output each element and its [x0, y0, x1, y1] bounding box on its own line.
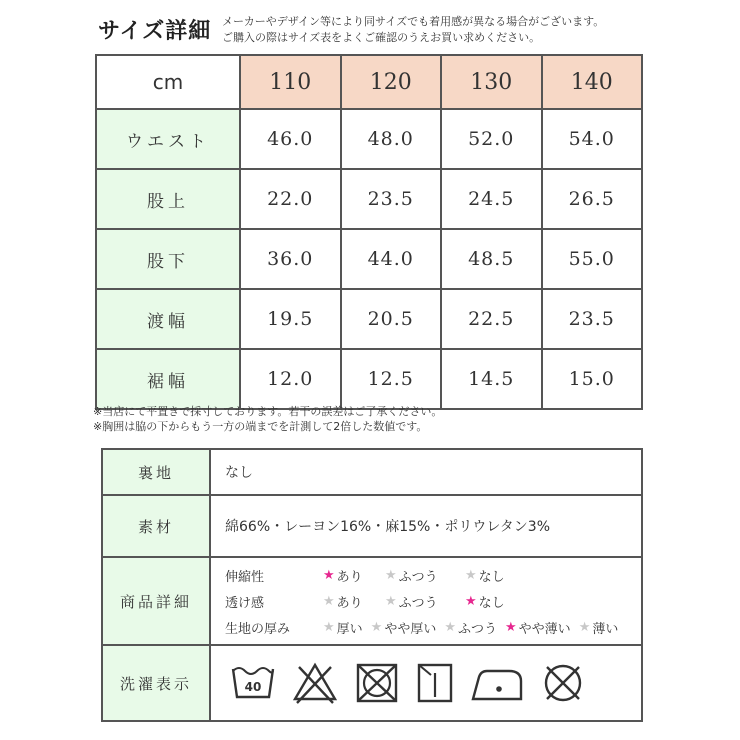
care-row — [102, 645, 642, 721]
size-value: 22.5 — [441, 289, 542, 349]
size-col-header: 130 — [441, 55, 542, 109]
star-icon: ★ — [385, 593, 397, 609]
star-icon: ★ — [323, 619, 335, 635]
size-value: 24.5 — [441, 169, 542, 229]
row-label: 渡幅 — [96, 289, 240, 349]
star-icon: ★ — [578, 619, 591, 635]
notice-line: ご購入の際はサイズ表をよくご確認のうえお買い求めください。 — [222, 31, 541, 44]
option — [323, 618, 363, 637]
option-text: なし — [478, 595, 505, 611]
product-info-table — [101, 448, 643, 722]
measure-notes — [93, 404, 442, 434]
option-text: やや薄い — [518, 621, 571, 637]
detail-stretch — [225, 562, 640, 588]
star-icon: ★ — [465, 567, 477, 583]
care-icons-cell — [210, 645, 642, 721]
page-title: サイズ詳細 — [98, 19, 212, 44]
option-text: ふつう — [398, 569, 438, 585]
detail-name: 透け感 — [225, 595, 265, 611]
option-text: あり — [336, 595, 363, 611]
lining-value: なし — [210, 449, 642, 495]
no-bleach-icon — [291, 661, 339, 705]
size-col-header: 120 — [341, 55, 442, 109]
line-dry-icon — [415, 661, 455, 705]
size-value: 12.0 — [240, 349, 341, 409]
size-col-header: 140 — [542, 55, 643, 109]
lining-label: 裏地 — [102, 449, 210, 495]
option — [465, 566, 505, 585]
row-label: 股下 — [96, 229, 240, 289]
size-table — [95, 54, 643, 410]
material-label: 素材 — [102, 495, 210, 557]
size-row — [96, 349, 642, 409]
option-text: なし — [478, 569, 505, 585]
size-value: 22.0 — [240, 169, 341, 229]
option — [323, 566, 385, 585]
material-value: 綿66%・レーヨン16%・麻15%・ポリウレタン3% — [210, 495, 642, 557]
care-icons — [225, 661, 640, 705]
size-value: 20.5 — [341, 289, 442, 349]
size-value: 26.5 — [542, 169, 643, 229]
option-text: ふつう — [458, 621, 498, 637]
no-dry-clean-icon — [539, 661, 587, 705]
measure-note: ※胸囲は脇の下からもう一方の端までを計測して2倍した数値です。 — [93, 420, 428, 433]
size-col-header: 110 — [240, 55, 341, 109]
row-label: 股上 — [96, 169, 240, 229]
measure-note: ※当店にて平置きで採寸しております。若干の誤差はご了承ください。 — [93, 405, 443, 418]
star-icon: ★ — [385, 567, 397, 583]
notice-line: メーカーやデザイン等により同サイズでも着用感が異なる場合がございます。 — [222, 15, 605, 28]
size-row — [96, 109, 642, 169]
wash-temp: 40 — [244, 680, 262, 694]
detail-name: 生地の厚み — [225, 621, 291, 637]
star-icon: ★ — [323, 593, 335, 609]
wash-40-icon — [229, 661, 277, 705]
iron-low-icon — [469, 661, 525, 705]
star-icon: ★ — [444, 619, 456, 635]
row-label: 裾幅 — [96, 349, 240, 409]
lining-row — [102, 449, 642, 495]
material-row — [102, 495, 642, 557]
option — [371, 618, 437, 637]
notice — [222, 14, 604, 46]
option-text: 薄い — [592, 621, 619, 637]
size-value: 48.0 — [341, 109, 442, 169]
row-label: ウエスト — [96, 109, 240, 169]
size-value: 46.0 — [240, 109, 341, 169]
size-value: 23.5 — [542, 289, 643, 349]
size-row — [96, 169, 642, 229]
size-value: 54.0 — [542, 109, 643, 169]
detail-name: 伸縮性 — [225, 569, 265, 585]
no-tumble-dry-icon — [353, 661, 401, 705]
option — [444, 618, 497, 637]
option — [385, 566, 465, 585]
details-cell — [210, 557, 642, 645]
option — [385, 592, 465, 611]
size-value: 48.5 — [441, 229, 542, 289]
option-text: やや厚い — [384, 621, 437, 637]
size-value: 55.0 — [542, 229, 643, 289]
star-icon: ★ — [465, 593, 477, 609]
detail-thickness — [225, 614, 640, 640]
option — [579, 618, 619, 637]
details-label: 商品詳細 — [102, 557, 210, 645]
size-value: 23.5 — [341, 169, 442, 229]
option — [465, 592, 505, 611]
star-icon: ★ — [505, 619, 517, 635]
star-icon: ★ — [323, 567, 335, 583]
size-value: 15.0 — [542, 349, 643, 409]
size-header-row — [96, 55, 642, 109]
option-text: 厚い — [336, 621, 363, 637]
size-value: 19.5 — [240, 289, 341, 349]
size-value: 12.5 — [341, 349, 442, 409]
size-row — [96, 229, 642, 289]
size-row — [96, 289, 642, 349]
unit-cell: cm — [96, 55, 240, 109]
size-value: 52.0 — [441, 109, 542, 169]
option-text: ふつう — [398, 595, 438, 611]
star-icon: ★ — [370, 619, 383, 635]
detail-sheerness — [225, 588, 640, 614]
option-text: あり — [336, 569, 363, 585]
care-label: 洗濯表示 — [102, 645, 210, 721]
details-row — [102, 557, 642, 645]
size-value: 44.0 — [341, 229, 442, 289]
option — [323, 592, 385, 611]
size-value: 36.0 — [240, 229, 341, 289]
size-value: 14.5 — [441, 349, 542, 409]
option — [505, 618, 571, 637]
